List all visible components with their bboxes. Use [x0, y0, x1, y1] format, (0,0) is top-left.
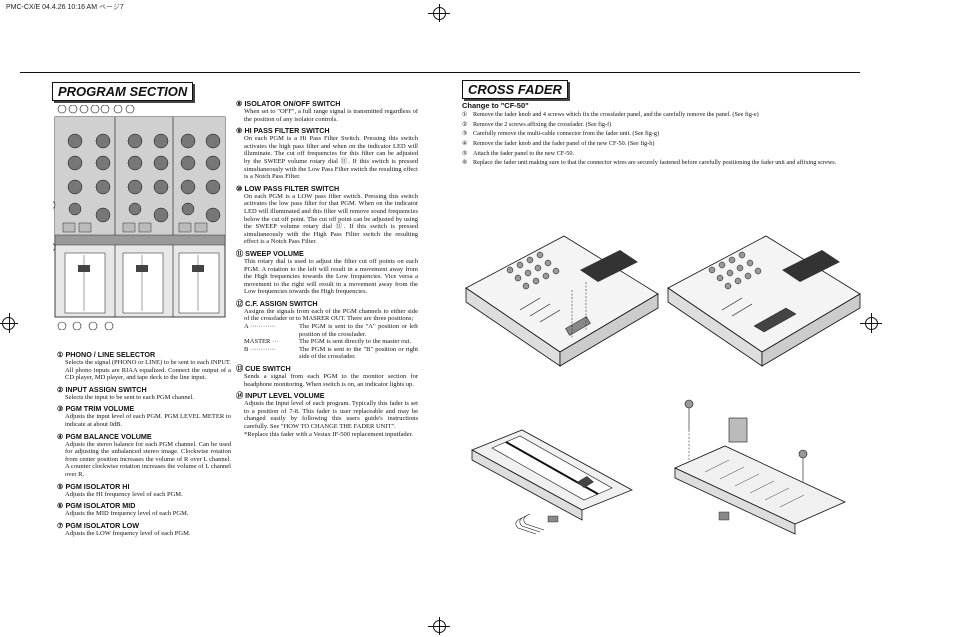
item-pgm-isolator-hi: [57, 482, 231, 499]
program-items-left: [57, 350, 231, 540]
step-text: Replace the fader unit making sure to that the connector wires are securely fastened before carefully positioning the fader unit and affixing screws.: [473, 159, 837, 167]
step-number: ⑥: [462, 159, 468, 167]
registration-circle-right: [865, 317, 878, 330]
program-section-title: PROGRAM SECTION: [52, 82, 193, 101]
registration-circle-bottom: [433, 620, 446, 633]
option-key: A ············: [244, 323, 276, 331]
item-label: ⑬ CUE SWITCH: [236, 364, 291, 374]
item-label: ⑥ PGM ISOLATOR MID: [57, 501, 136, 511]
option-row: [244, 338, 418, 346]
option-key: B ············: [244, 345, 276, 353]
item-note: *Replace this fader with a Vestax IF-500 replacement inputfader.: [244, 430, 414, 438]
option-value: The PGM is sent to the "B" position or right side of the crossfader.: [299, 345, 418, 361]
item-text: Adjusts the input level of each PGM. PGM LEVEL METER to indicate at about 0dB.: [65, 413, 231, 428]
item-text: Sends a signal from each PGM to the monitor section for headphone monitoring. When switch is on, an indicator lights up.: [244, 373, 418, 388]
item-label: ⑫ C.F. ASSIGN SWITCH: [236, 298, 318, 308]
option-key: MASTER ···: [244, 338, 279, 346]
item-label: ⑭ INPUT LEVEL VOLUME: [236, 391, 325, 401]
item-text: Selects the input to be sent to each PGM channel.: [65, 393, 194, 401]
item-hi-pass-filter-switch: [236, 126, 418, 181]
step-number: ②: [462, 120, 468, 128]
program-items-right: [236, 99, 418, 441]
item-label: ① PHONO / LINE SELECTOR: [57, 350, 156, 359]
item-label: ⑤ PGM ISOLATOR HI: [57, 481, 130, 491]
item-pgm-isolator-low: [57, 521, 231, 538]
item-label: ⑪ SWEEP VOLUME: [236, 248, 304, 258]
step-row: [462, 159, 852, 166]
program-section-panel-illustration: [53, 105, 229, 330]
item-text: Adjusts the MID frequency level of each PGM.: [65, 510, 189, 518]
item-cue-switch: [236, 364, 418, 388]
step-text: Remove the fader knob and the fader panel of the new CF-50. (See fig-h): [473, 140, 655, 148]
item-phono-line-selector: [57, 350, 231, 382]
step-text: Remove the fader knob and 4 screws which fix the crossfader panel, and the carefully remove the panel. (See fig-e): [473, 111, 759, 118]
step-row: [462, 121, 852, 128]
step-number: ③: [462, 130, 468, 138]
registration-circle-top: [433, 7, 446, 20]
step-row: [462, 150, 852, 157]
item-label: ⑨ HI PASS FILTER SWITCH: [236, 126, 330, 136]
option-row: [244, 346, 418, 361]
cross-fader-steps: [462, 111, 852, 169]
mixer-perspective-illustration-2: [662, 230, 862, 370]
crossfader-unit-illustration-2: [665, 390, 855, 540]
item-text: Adjusts the LOW frequency level of each PGM.: [65, 529, 191, 537]
option-row: [244, 323, 418, 338]
item-text: This rotary dial is used to adjust the filter cut off points on each PGM. A rotation to the left will result in a movement away from the High frequencies towards the Low frequencies. Vice versa a movement to the right will result in a movement away from the Low frequencies towards the High frequencies.: [244, 257, 418, 296]
item-text: Assigns the signals from each of the PGM channels to either side of the crossfader or to MASRER OUT. There are three positions;: [244, 307, 418, 323]
step-number: ④: [462, 140, 468, 148]
mixer-perspective-illustration-1: [460, 230, 660, 370]
item-text: Adjusts the HI frequency level of each PGM.: [65, 490, 183, 498]
item-pgm-isolator-mid: [57, 501, 231, 518]
item-text: On each PGM is a Hi Pass Filter Switch. Pressing this switch activates the high pass filter and when on the indicator LED will illuminate. The cut off frequencies for this filter can be adjusted by the SWEEP volume rotary dial ⑪. If this switch is pressed simultaneously with the Low Pass Filter switch the resulting effect is a Notch Pass Filter.: [244, 135, 418, 181]
page-header: PMC-CX/E 04.4.26 10:16 AM ページ7: [6, 4, 124, 11]
item-label: ⑧ ISOLATOR ON/OFF SWITCH: [236, 99, 341, 108]
step-row: [462, 111, 852, 118]
item-pgm-trim-volume: [57, 404, 231, 428]
item-input-level-volume: [236, 391, 418, 438]
step-row: [462, 130, 852, 137]
step-text: Carefully remove the multi-cable connector from the fader unit. (See fig-g): [473, 130, 660, 138]
cross-fader-title: CROSS FADER: [462, 80, 568, 99]
item-isolator-on-off-switch: [236, 99, 418, 123]
option-value: The PGM is sent to the "A" position or left position of the crossfader.: [299, 323, 418, 338]
item-low-pass-filter-switch: [236, 184, 418, 246]
item-text: When set to "OFF", a full range signal is transmitted regardless of the position of any isolator controls.: [244, 108, 418, 123]
item-text: On each PGM is a LOW pass filter switch. Pressing this switch activates the low pass filter for that PGM. When on the indicator LED will illuminated and this filter will remove sound frequencies below the cut off point. The cut off point can be adjusted by using the SWEEP volume rotary dial ⑪. If this switch is pressed simultaneously with the High Pass Filter switch the resulting effect is a Notch Pass Filter.: [244, 192, 418, 246]
step-number: ①: [462, 111, 468, 118]
option-value: The PGM is sent directly to the master out.: [299, 338, 412, 346]
step-text: Attach the fader panel to the new CF-50.: [473, 149, 575, 157]
item-text: Selects the signal (PHONO or LINE) to be sent to each INPUT. All phono inputs are RIAA equalized. Connect the output of a CD player, MD player, and tape deck to the line input.: [65, 359, 231, 382]
registration-circle-left: [2, 317, 15, 330]
item-text: Adjusts the Input level of each program. Typically this fader is set to a position of 7-8. This fader is user replaceable and may be changed easily by following this users guide's instructions carefully. See "HOW TO CHANGE THE FADER UNIT".: [244, 400, 418, 430]
change-heading: Change to "CF-50": [462, 101, 529, 110]
step-text: Remove the 2 screws affixing the crossfader. (See fig-f): [473, 120, 612, 128]
item-pgm-balance-volume: [57, 432, 231, 479]
item-sweep-volume: [236, 249, 418, 296]
step-row: [462, 140, 852, 147]
item-label: ⑩ LOW PASS FILTER SWITCH: [236, 183, 340, 193]
top-rule: [20, 72, 860, 73]
item-cf-assign-switch: [236, 299, 418, 361]
item-label: ③ PGM TRIM VOLUME: [57, 404, 135, 414]
step-number: ⑤: [462, 149, 468, 157]
crossfader-unit-illustration-1: [462, 390, 642, 540]
item-label: ② INPUT ASSIGN SWITCH: [57, 384, 147, 394]
item-label: ④ PGM BALANCE VOLUME: [57, 431, 152, 441]
item-text: Adjusts the stereo balance for each PGM channel. Can be used for adjusting the unbalanced stereo image. Clockwise rotation from center position increases the volume of R over L channel. A counter clockwise rotation increases the volume of L channel over R.: [65, 440, 231, 478]
item-label: ⑦ PGM ISOLATOR LOW: [57, 520, 140, 530]
item-input-assign-switch: [57, 385, 231, 402]
